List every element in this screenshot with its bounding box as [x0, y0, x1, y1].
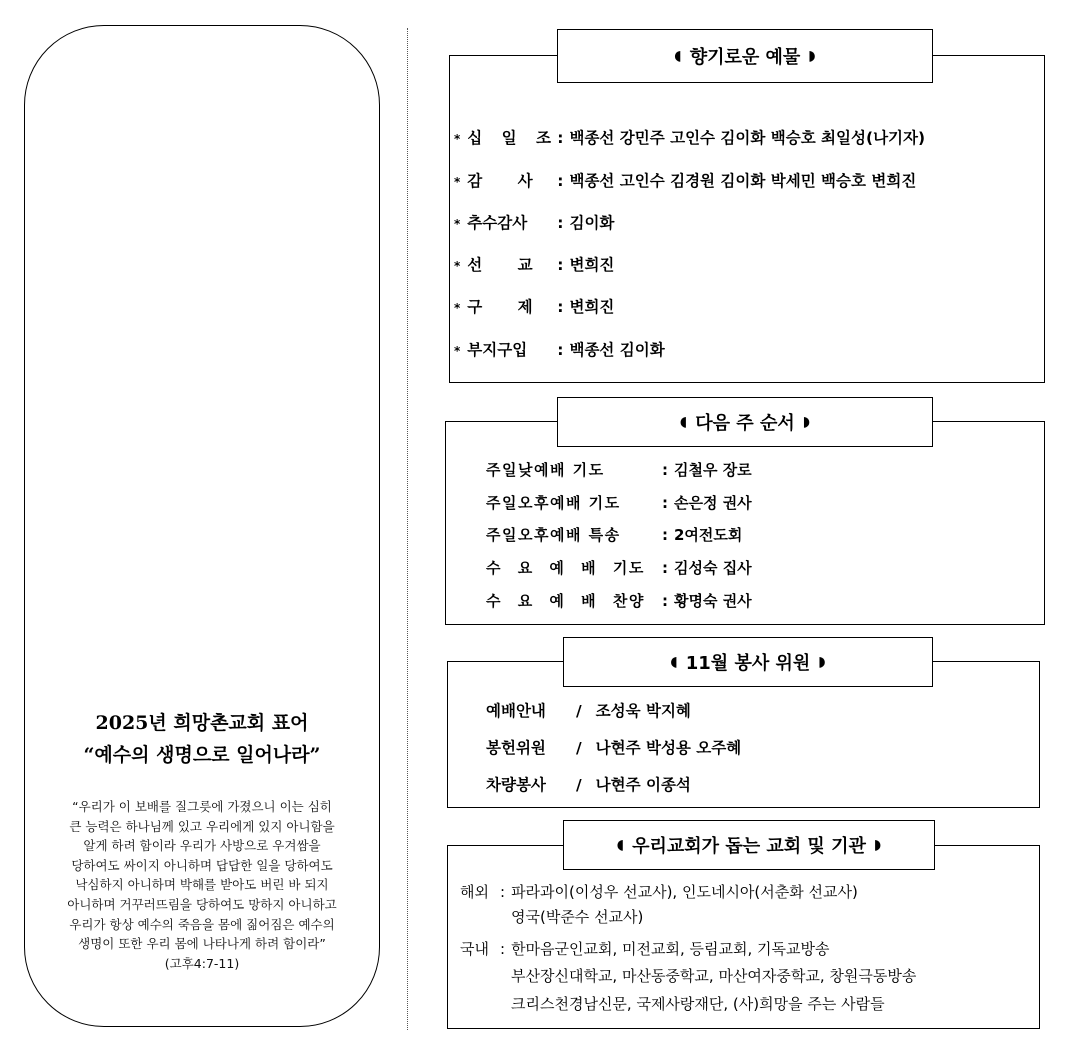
bullet-icon: * — [454, 175, 461, 189]
offering-names: 변희진 — [569, 298, 615, 316]
volunteer-row: 봉헌위원 / 나현주 박성용 오주혜 — [486, 736, 741, 758]
bullet-icon: * — [454, 217, 461, 231]
offering-row: * 십 일 조: 백종선 강민주 고인수 김이화 백승호 최일성(나기자) — [454, 126, 925, 148]
order-value: 손은정 권사 — [674, 494, 752, 512]
order-row: 주일오후예배 기도 : 손은정 권사 — [486, 494, 752, 512]
verse-line: 알게 하려 함이라 우리가 사방으로 우겨쌈을 — [83, 838, 321, 854]
verse-line: “우리가 이 보배를 질그릇에 가졌으니 이는 심히 — [72, 799, 332, 814]
volunteer-row: 예배안내 / 조성욱 박지혜 — [486, 699, 691, 721]
order-row: 수 요 예 배 찬양 : 황명숙 권사 — [486, 592, 752, 610]
domestic-label: 국내 — [460, 940, 489, 958]
left-cap-icon: ◖ — [616, 837, 625, 853]
page-divider — [407, 28, 408, 1030]
next-week-heading — [557, 397, 933, 447]
order-label: 주일오후예배 기도 — [486, 494, 621, 512]
offering-title: 향기로운 예물 — [689, 47, 801, 68]
volunteer-row: 차량봉사 / 나현주 이종석 — [486, 773, 691, 795]
overseas-row: 해외 : 파라과이(이성우 선교사), 인도네시아(서춘화 선교사) — [460, 883, 858, 901]
offering-label: 구 제 — [467, 298, 533, 316]
domestic-row: 국내 : 한마음군인교회, 미전교회, 등림교회, 기독교방송 — [460, 940, 830, 958]
offering-row: * 구 제 : 변희진 — [454, 295, 614, 317]
verse-line: 생명이 또한 우리 몸에 나타나게 하려 함이라” — [78, 936, 326, 952]
right-cap-icon: ◗ — [818, 654, 826, 670]
offering-row: * 선 교 : 변희진 — [454, 253, 614, 275]
domestic-line: 크리스천경남신문, 국제사랑재단, (사)희망을 주는 사람들 — [511, 995, 885, 1013]
bullet-icon: * — [454, 132, 461, 146]
volunteer-names: 나현주 박성용 오주혜 — [595, 739, 742, 757]
order-value: 김성숙 집사 — [674, 559, 752, 577]
domestic-line: 한마음군인교회, 미전교회, 등림교회, 기독교방송 — [511, 940, 830, 958]
offering-label: 선 교 — [467, 256, 533, 274]
offering-row: * 추수감사 : 김이화 — [454, 211, 614, 233]
right-cap-icon: ◗ — [802, 414, 811, 430]
offering-label: 감 사 — [467, 172, 533, 190]
offering-row: * 부지구입 : 백종선 김이화 — [454, 338, 665, 360]
volunteer-names: 나현주 이종석 — [595, 776, 691, 794]
order-label: 수 요 예 배 찬양 — [486, 592, 645, 610]
left-cap-icon: ◖ — [670, 654, 678, 670]
bullet-icon: * — [454, 301, 461, 315]
offering-label: 추수감사 — [467, 214, 528, 232]
volunteer-names: 조성욱 박지혜 — [595, 702, 691, 720]
motto-title: 2025년 희망촌교회 표어 — [95, 712, 309, 734]
right-cap-icon: ◗ — [808, 48, 816, 64]
right-cap-icon: ◗ — [873, 837, 882, 853]
offering-names: 백종선 강민주 고인수 김이화 백승호 최일성(나기자) — [569, 129, 926, 147]
verse-line: 아니하며 거꾸러뜨림을 당하여도 망하지 아니하고 — [67, 896, 337, 912]
support-title: 우리교회가 돕는 교회 및 기관 — [632, 836, 866, 857]
verse-line: 낙심하지 아니하며 박해를 받아도 버린 바 되지 — [75, 877, 329, 893]
order-row: 주일낮예배 기도 : 김철우 장로 — [486, 461, 752, 479]
bullet-icon: * — [454, 259, 461, 273]
verse-line: 당하여도 싸이지 아니하며 답답한 일을 당하여도 — [71, 857, 333, 873]
order-label: 수 요 예 배 기도 — [486, 559, 645, 577]
next-week-title: 다음 주 순서 — [695, 413, 795, 434]
offering-label: 십 일 조 — [467, 129, 558, 147]
domestic-line: 부산장신대학교, 마산동중학교, 마산여자중학교, 창원극동방송 — [511, 967, 917, 985]
order-row: 주일오후예배 특송 : 2여전도회 — [486, 526, 743, 544]
verse-line: 우리가 항상 예수의 죽음을 몸에 짊어짐은 예수의 — [69, 916, 335, 932]
overseas-label: 해외 — [460, 883, 489, 901]
volunteer-role: 차량봉사 — [486, 776, 546, 794]
order-value: 황명숙 권사 — [674, 592, 752, 610]
volunteer-title: 11월 봉사 위원 — [685, 653, 811, 674]
order-label: 주일오후예배 특송 — [486, 526, 621, 544]
volunteer-heading — [563, 637, 933, 687]
offering-names: 김이화 — [569, 214, 615, 232]
offering-row: * 감 사 : 백종선 고인수 김경원 김이화 박세민 백승호 변희진 — [454, 169, 916, 191]
order-row: 수 요 예 배 기도 : 김성숙 집사 — [486, 559, 752, 577]
volunteer-role: 예배안내 — [486, 702, 546, 720]
offering-label: 부지구입 — [467, 341, 528, 359]
support-heading — [563, 820, 935, 870]
order-value: 2여전도회 — [674, 526, 743, 544]
offering-heading — [557, 29, 933, 83]
scripture-verse — [30, 797, 374, 973]
motto-text: “예수의 생명으로 일어나라” — [83, 744, 321, 766]
left-cap-icon: ◖ — [674, 48, 682, 64]
offering-names: 백종선 고인수 김경원 김이화 박세민 백승호 변희진 — [569, 172, 917, 190]
bullet-icon: * — [454, 344, 461, 358]
overseas-line: 파라과이(이성우 선교사), 인도네시아(서춘화 선교사) — [511, 883, 858, 901]
verse-line: 큰 능력은 하나님께 있고 우리에게 있지 아니함을 — [69, 818, 335, 834]
volunteer-role: 봉헌위원 — [486, 739, 546, 757]
overseas-line: 영국(박준수 선교사) — [511, 908, 644, 926]
verse-reference: (고후4:7-11) — [164, 955, 240, 971]
offering-names: 변희진 — [569, 256, 615, 274]
left-cap-icon: ◖ — [679, 414, 688, 430]
order-label: 주일낮예배 기도 — [486, 461, 605, 479]
offering-names: 백종선 김이화 — [569, 341, 665, 359]
order-value: 김철우 장로 — [674, 461, 752, 479]
